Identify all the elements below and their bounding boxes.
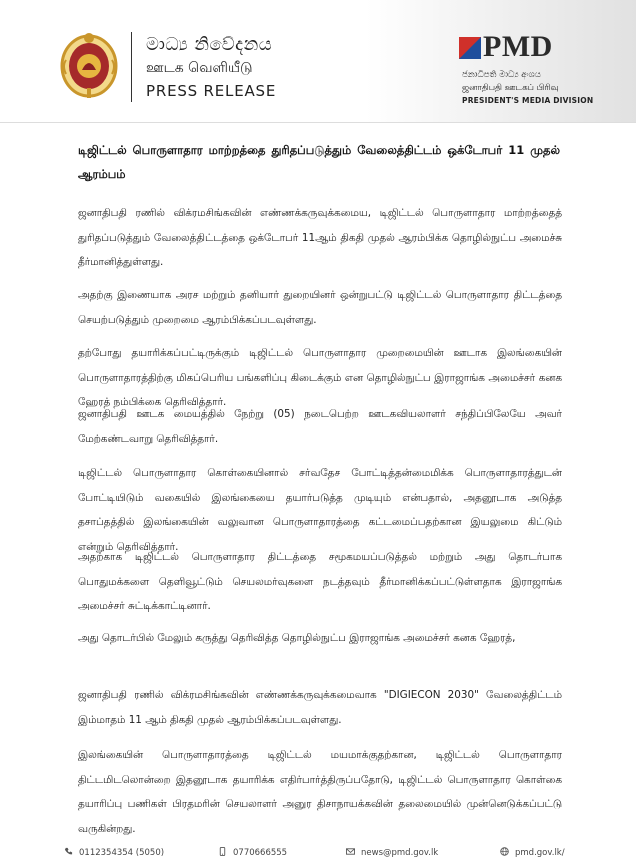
body-paragraph-6: அதற்காக டிஜிட்டல் பொருளாதார திட்டத்தை சமூகமயப்படுத்தல் மற்றும் அது தொடர்பாக பொதுமக்களை தெளிவூட்டும் செயலமர்வுகளை நடத்தவும் தீர்மானிக்கப்பட்டுள்ளதாக இராஜாங்க அமைச்சர் சுட்டிக்காட்டினார். (78, 551, 562, 612)
press-release-header (0, 0, 636, 122)
footer-phone (64, 847, 164, 858)
footer-email[interactable] (346, 847, 438, 858)
email-icon (346, 847, 355, 856)
footer-mobile-text: 0770666555 (233, 848, 288, 858)
pmd-logo-text: PMD (483, 30, 553, 63)
header-english-label: PRESS RELEASE (146, 82, 277, 100)
body-paragraph-7: அது தொடர்பில் மேலும் கருத்து தெரிவித்த தொழில்நுட்ப இராஜாங்க அமைச்சர் கனக ஹேரத், (78, 632, 516, 644)
body-paragraph-3: தற்போது தயாரிக்கப்பட்டிருக்கும் டிஜிட்டல் பொருளாதார முறைமையின் ஊடாக இலங்கையின் பொருளாதாரத்திற்கு மிகப்பெரிய பங்களிப்பு கிடைக்கும் என தொழில்நுட்ப இராஜாங்க அமைச்சர் கனக ஹேரத் நம்பிக்கை தெரிவித்தார். (78, 347, 562, 408)
header-sinhala-label: මාධ්‍ය නිවේදනය (146, 34, 273, 55)
body-paragraph-9: இலங்கையின் பொருளாதாரத்தை டிஜிட்டல் மயமாக்குதற்கான, டிஜிட்டல் பொருளாதார திட்டமிடலொன்றை இதனூடாக தயாரிக்க எதிர்பார்த்திருப்பதோடு, டிஜிட்டல் பொருளாதார கொள்கை தயாரிப்பு பணிகள் பிரதமரின் செயலாளர் அனுர திசாநாயக்கவின் தலைமையில் முன்னெடுக்கப்பட்டு வருகின்றது. (78, 749, 562, 835)
pmd-subtitle-sinhala: ජනාධිපති මාධ්‍ය අංශය (462, 70, 541, 80)
pmd-subtitle-english: PRESIDENT'S MEDIA DIVISION (462, 96, 594, 105)
phone-icon (64, 847, 73, 856)
body-paragraph-1: ஜனாதிபதி ரணில் விக்ரமசிங்கவின் எண்ணக்கருவுக்கமைய, டிஜிட்டல் பொருளாதார மாற்றத்தைத் துரிதப்படுத்தும் வேலைத்திட்டத்தை ஒக்டோபர் 11ஆம் திகதி முதல் ஆரம்பிக்க தொழில்நுட்ப அமைச்சு தீர்மானித்துள்ளது. (78, 207, 562, 268)
pmd-subtitle-tamil: ஜனாதிபதி ஊடகப் பிரிவு (462, 83, 559, 93)
mobile-phone-icon (218, 847, 227, 856)
footer-web[interactable] (500, 847, 565, 858)
header-divider (131, 32, 132, 102)
header-tamil-label: ஊடக வெளியீடு (146, 60, 253, 76)
globe-icon (500, 847, 509, 856)
body-paragraph-5: டிஜிட்டல் பொருளாதார கொள்கையினால் சர்வதேச போட்டித்தன்மைமிக்க பொருளாதாரத்துடன் போட்டியிடும் வகையில் இலங்கையை தயார்படுத்த முடியும் என்பதால், அதனூடாக அடுத்த தசாப்தத்தில் இலங்கையின் வலுவான பொருளாதாரத்தை கட்டமைப்பதற்கான இயலுமை கிட்டும் என்றும் தெரிவித்தார். (78, 467, 562, 553)
body-paragraph-8: ஜனாதிபதி ரணில் விக்ரமசிங்கவின் எண்ணக்கருவுக்கமைவாக "DIGIECON 2030" வேலைத்திட்டம் இம்மாதம் 11 ஆம் திகதி முதல் ஆரம்பிக்கப்படவுள்ளது. (78, 689, 562, 726)
footer-email-text: news@pmd.gov.lk (361, 848, 439, 858)
body-paragraph-2: அதற்கு இணையாக அரச மற்றும் தனியார் துறையினர் ஒன்றுபட்டு டிஜிட்டல் பொருளாதார திட்டத்தை செயற்படுத்தும் முறைமை ஆரம்பிக்கப்படவுள்ளது. (78, 289, 562, 326)
footer-mobile (218, 847, 287, 858)
footer-web-text: pmd.gov.lk/ (515, 848, 565, 858)
body-paragraph-4: ஜனாதிபதி ஊடக மையத்தில் நேற்று (05) நடைபெற்ற ஊடகவியலாளர் சந்திப்பிலேயே அவர் மேற்கண்டவாறு தெரிவித்தார். (78, 408, 562, 445)
sri-lanka-emblem-icon (58, 30, 120, 100)
contact-footer (0, 845, 636, 861)
footer-phone-text: 0112354354 (5050) (79, 848, 165, 858)
header-rule (0, 122, 636, 123)
press-release-title: டிஜிட்டல் பொருளாதார மாற்றத்தை துரிதப்படுத்தும் வேலைத்திட்டம் ஒக்டோபர் 11 முதல் ஆரம்பம் (78, 143, 560, 181)
